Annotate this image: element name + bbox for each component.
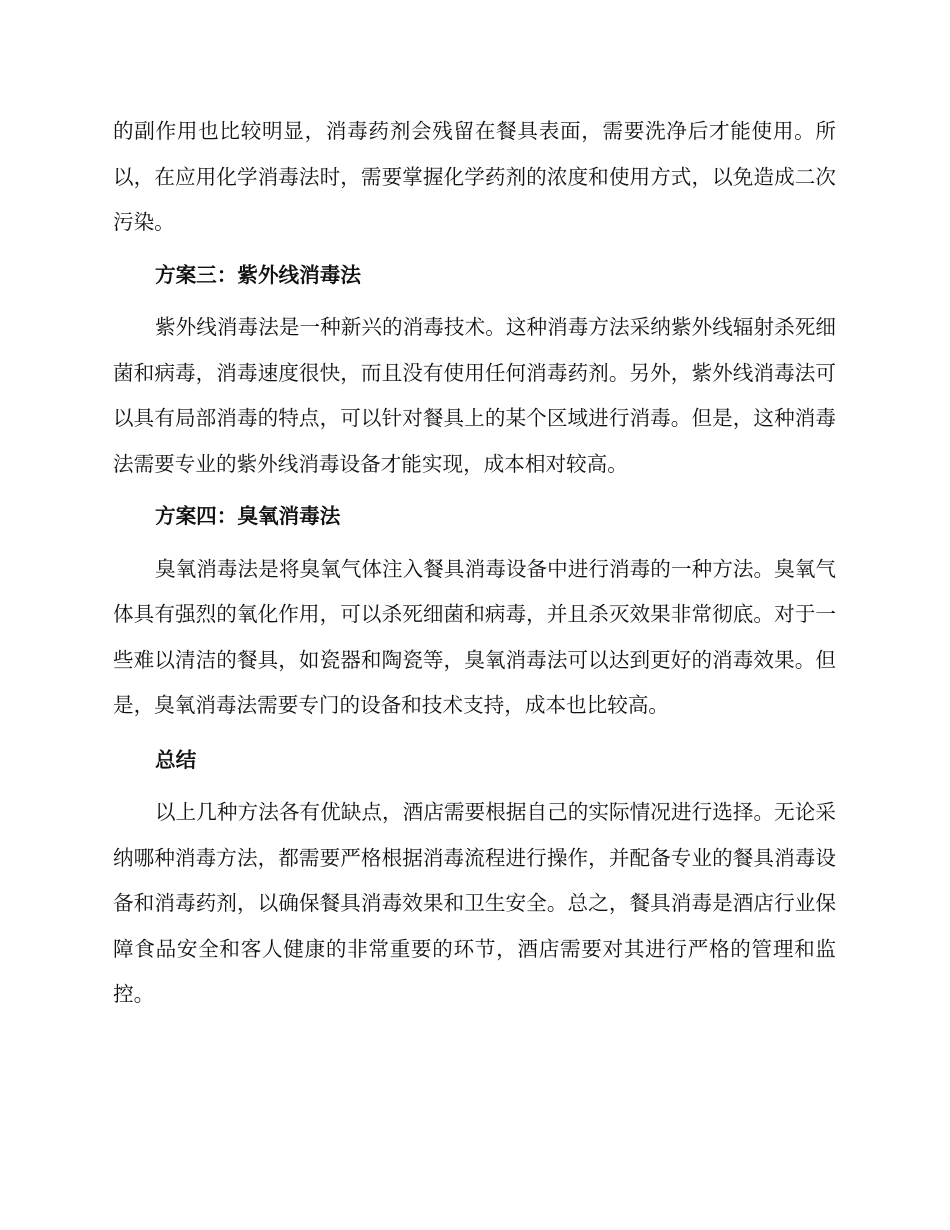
spacer — [113, 540, 836, 547]
document-body — [113, 109, 836, 1018]
spacer — [113, 783, 836, 790]
spacer — [113, 487, 836, 494]
spacer — [113, 298, 836, 305]
section-heading-ozone: 方案四：臭氧消毒法 — [155, 504, 341, 528]
section-heading-uv: 方案三：紫外线消毒法 — [155, 262, 361, 287]
spacer — [113, 246, 836, 253]
section-body-ozone: 臭氧消毒法是将臭氧气体注入餐具消毒设备中进行消毒的一种方法。臭氧气体具有强烈的氧化作用，可以杀死细菌和病毒，并且杀灭效果非常彻底。对于一些难以清洁的餐具，如瓷器和陶瓷等，臭氧消毒法可以达到更好的消毒效果。但是，臭氧消毒法需要专门的设备和技术支持，成本也比较高。 — [113, 556, 836, 717]
section-body-uv: 紫外线消毒法是一种新兴的消毒技术。这种消毒方法采纳紫外线辐射杀死细菌和病毒，消毒速度很快，而且没有使用任何消毒药剂。另外，紫外线消毒法可以具有局部消毒的特点，可以针对餐具上的某个区域进行消毒。但是，这种消毒法需要专业的紫外线消毒设备才能实现，成本相对较高。 — [113, 315, 836, 476]
section-heading-summary: 总结 — [155, 747, 197, 772]
spacer — [113, 729, 836, 738]
section-body-summary: 以上几种方法各有优缺点，酒店需要根据自己的实际情况进行选择。无论采纳哪种消毒方法，都需要严格根据消毒流程进行操作，并配备专业的餐具消毒设备和消毒药剂，以确保餐具消毒效果和卫生安全。总之，餐具消毒是酒店行业保障食品安全和客人健康的非常重要的环节，酒店需要对其进行严格的管理和监控。 — [113, 800, 836, 1006]
intro-paragraph: 的副作用也比较明显，消毒药剂会残留在餐具表面，需要洗净后才能使用。所以，在应用化学消毒法时，需要掌握化学药剂的浓度和使用方式，以免造成二次污染。 — [113, 119, 836, 234]
